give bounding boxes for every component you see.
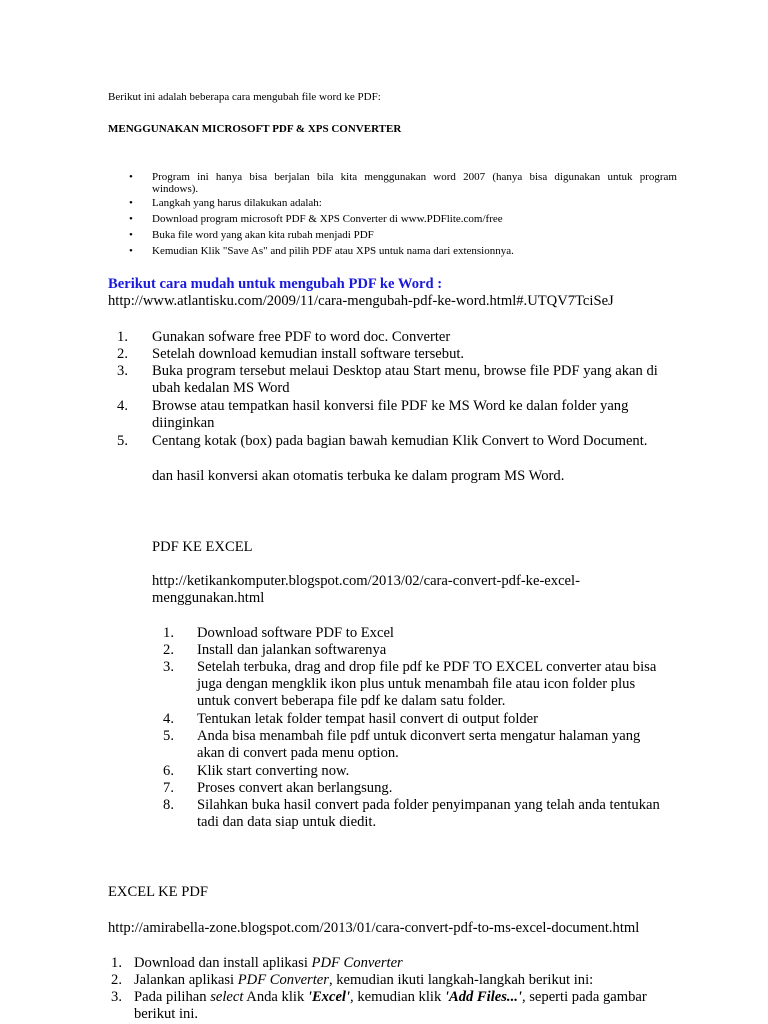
step-text-italic: PDF Converter (237, 972, 329, 988)
step-text: tadi dan data siap untuk diedit. (197, 814, 377, 830)
step-text: Gunakan sofware free PDF to word doc. Converter (152, 329, 451, 345)
step-text: juga dengan mengklik ikon plus untuk menambah file atau icon folder plus (197, 676, 636, 692)
step-text-italic: PDF Converter (311, 955, 403, 971)
step-text-part: , kemudian klik (350, 989, 445, 1005)
list-number: 5. (163, 728, 174, 744)
list-number: 3. (117, 363, 128, 379)
step-text: Buka program tersebut melaui Desktop atau Start menu, browse file PDF yang akan di (152, 363, 658, 379)
list-number: 4. (117, 398, 128, 414)
step-text: ubah kedalan MS Word (152, 380, 290, 396)
step-text: Klik start converting now. (197, 763, 350, 779)
step-text-bold-italic: 'Excel' (307, 989, 351, 1005)
section3-title: PDF KE EXCEL (152, 539, 253, 555)
list-number: 1. (111, 955, 122, 971)
section1-title: MENGGUNAKAN MICROSOFT PDF & XPS CONVERTER (108, 123, 402, 135)
bullet-text: Langkah yang harus dilakukan adalah: (152, 197, 322, 209)
step-text: Browse atau tempatkan hasil konversi file PDF ke MS Word ke dalan folder yang (152, 398, 629, 414)
section2-url[interactable]: http://www.atlantisku.com/2009/11/cara-mengubah-pdf-ke-word.html#.UTQV7TciSeJ (108, 293, 614, 309)
step-text: Download software PDF to Excel (197, 625, 394, 641)
bullet-icon: • (129, 245, 133, 257)
list-number: 7. (163, 780, 174, 796)
step-text-part: Download dan install aplikasi (134, 955, 312, 971)
step-text-part: Pada pilihan (134, 989, 211, 1005)
bullet-text: windows). (152, 182, 199, 195)
step-text-bold-italic: 'Add Files...' (444, 989, 522, 1005)
step-text (134, 989, 647, 1023)
step-text-part: Anda klik (243, 989, 308, 1005)
list-item (129, 172, 677, 196)
bullet-icon: • (129, 213, 133, 225)
step-text: untuk convert beberapa file pdf ke dalam satu folder. (197, 693, 506, 709)
bullet-text: Kemudian Klik "Save As" and pilih PDF atau XPS untuk nama dari extensionnya. (152, 245, 514, 257)
section3-url-line[interactable]: menggunakan.html (152, 590, 265, 606)
step-text: Silahkan buka hasil convert pada folder penyimpanan yang telah anda tentukan (197, 797, 660, 813)
section2-title: Berikut cara mudah untuk mengubah PDF ke Word : (108, 276, 443, 292)
bullet-text: Download program microsoft PDF & XPS Converter di www.PDFlite.com/free (152, 213, 503, 225)
list-number: 5. (117, 433, 128, 449)
step-text: Centang kotak (box) pada bagian bawah kemudian Klik Convert to Word Document. (152, 433, 648, 449)
step-text-part: Jalankan aplikasi (134, 972, 238, 988)
step-text (134, 955, 403, 972)
step-text-italic: select (210, 989, 244, 1005)
step-text: Setelah terbuka, drag and drop file pdf ke PDF TO EXCEL converter atau bisa (197, 659, 657, 675)
step-text-part: , kemudian ikuti langkah-langkah berikut ini: (328, 972, 594, 988)
pdf-to-word-note: dan hasil konversi akan otomatis terbuka ke dalam program MS Word. (152, 468, 565, 484)
list-number: 2. (111, 972, 122, 988)
step-text: akan di convert pada menu option. (197, 745, 399, 761)
list-number: 1. (117, 329, 128, 345)
step-text: Anda bisa menambah file pdf untuk diconvert serta mengatur halaman yang (197, 728, 641, 744)
section3-url-line[interactable]: http://ketikankomputer.blogspot.com/2013/02/cara-convert-pdf-ke-excel- (152, 573, 580, 589)
step-text-part: berikut ini. (134, 1006, 199, 1022)
bullet-icon: • (129, 171, 133, 183)
bullet-text: Buka file word yang akan kita rubah menjadi PDF (152, 229, 374, 241)
step-text: Tentukan letak folder tempat hasil convert di output folder (197, 711, 539, 727)
step-text-part: , seperti pada gambar (521, 989, 647, 1005)
intro-text: Berikut ini adalah beberapa cara mengubah file word ke PDF: (108, 91, 381, 103)
list-number: 6. (163, 763, 174, 779)
bullet-icon: • (129, 197, 133, 209)
step-text (134, 972, 593, 989)
list-number: 2. (163, 642, 174, 658)
bullet-icon: • (129, 229, 133, 241)
section4-url[interactable]: http://amirabella-zone.blogspot.com/2013/01/cara-convert-pdf-to-ms-excel-document.html (108, 920, 640, 936)
section4-title: EXCEL KE PDF (108, 884, 208, 900)
list-number: 8. (163, 797, 174, 813)
list-number: 3. (111, 989, 122, 1005)
step-text: Install dan jalankan softwarenya (197, 642, 387, 658)
list-number: 3. (163, 659, 174, 675)
list-number: 4. (163, 711, 174, 727)
step-text: Proses convert akan berlangsung. (197, 780, 393, 796)
step-text: diinginkan (152, 415, 215, 431)
bullet-text: Program ini hanya bisa berjalan bila kita menggunakan word 2007 (hanya bisa digunakan untuk program (152, 171, 677, 183)
step-text: Setelah download kemudian install software tersebut. (152, 346, 465, 362)
list-number: 2. (117, 346, 128, 362)
section3-url[interactable] (152, 573, 580, 607)
list-number: 1. (163, 625, 174, 641)
